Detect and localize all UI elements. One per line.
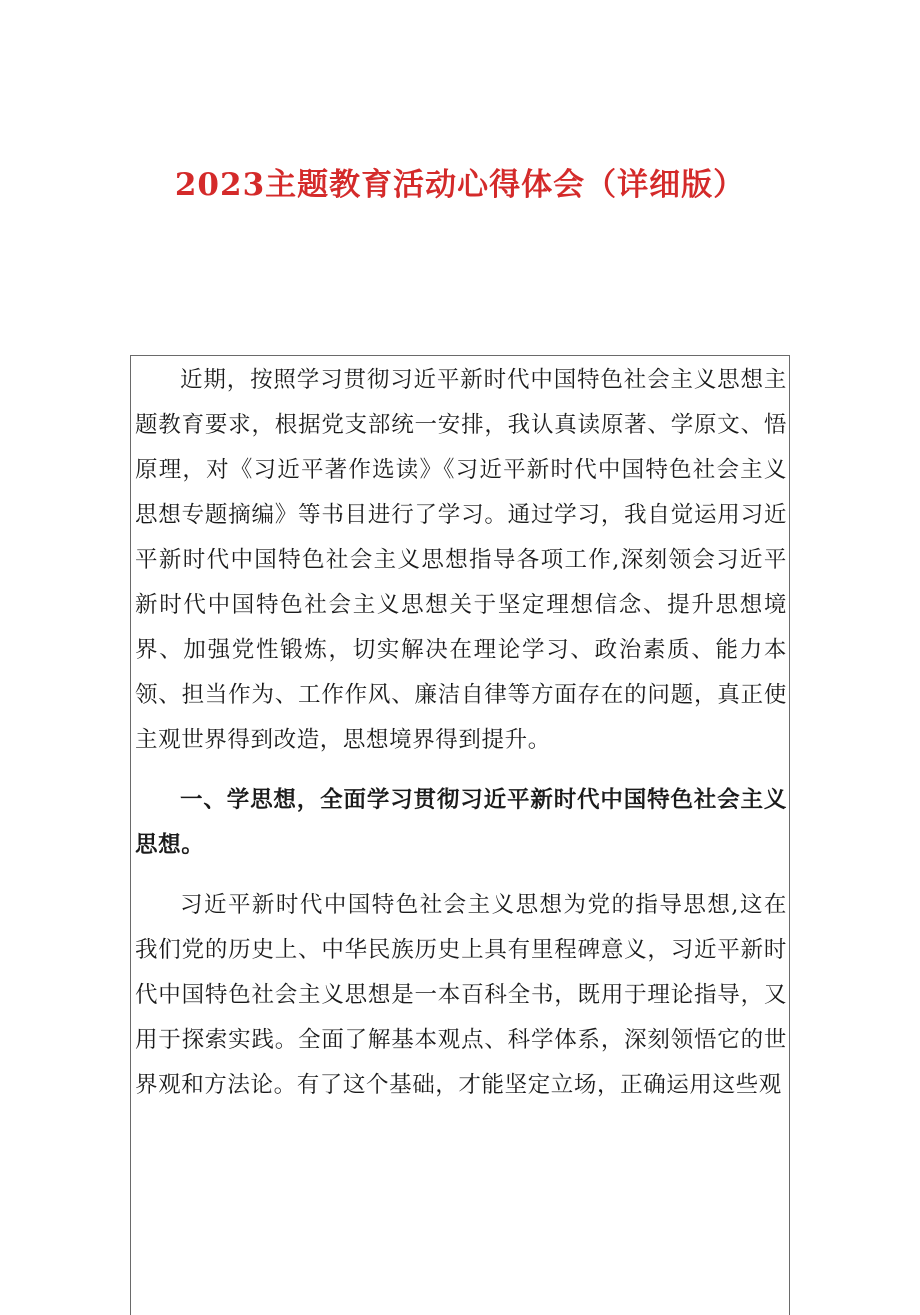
section-1-paragraph: 习近平新时代中国特色社会主义思想为党的指导思想,这在我们党的历史上、中华民族历史上具有里程碑意义，习近平新时代中国特色社会主义思想是一本百科全书，既用于理论指导，又用于探索实践。全面了解基本观点、科学体系，深刻领悟它的世界观和方法论。有了这个基础，才能坚定立场，正确运用这些观 [135,892,787,1098]
intro-paragraph: 近期，按照学习贯彻习近平新时代中国特色社会主义思想主题教育要求，根据党支部统一安排，我认真读原著、学原文、悟原理，对《习近平著作选读》《习近平新时代中国特色社会主义思想专题摘编》等书目进行了学习。通过学习，我自觉运用习近平新时代中国特色社会主义思想指导各项工作,深刻领会习近平新时代中国特色社会主义思想关于坚定理想信念、提升思想境界、加强党性锻炼，切实解决在理论学习、政治素质、能力本领、担当作为、工作作风、廉洁自律等方面存在的问题，真正使主观世界得到改造，思想境界得到提升。 [135,367,787,753]
section-heading-1: 一、学思想，全面学习贯彻习近平新时代中国特色社会主义思想。 [135,787,787,858]
document-body [135,358,787,1108]
document-title: 2023主题教育活动心得体会（详细版） [174,167,746,203]
